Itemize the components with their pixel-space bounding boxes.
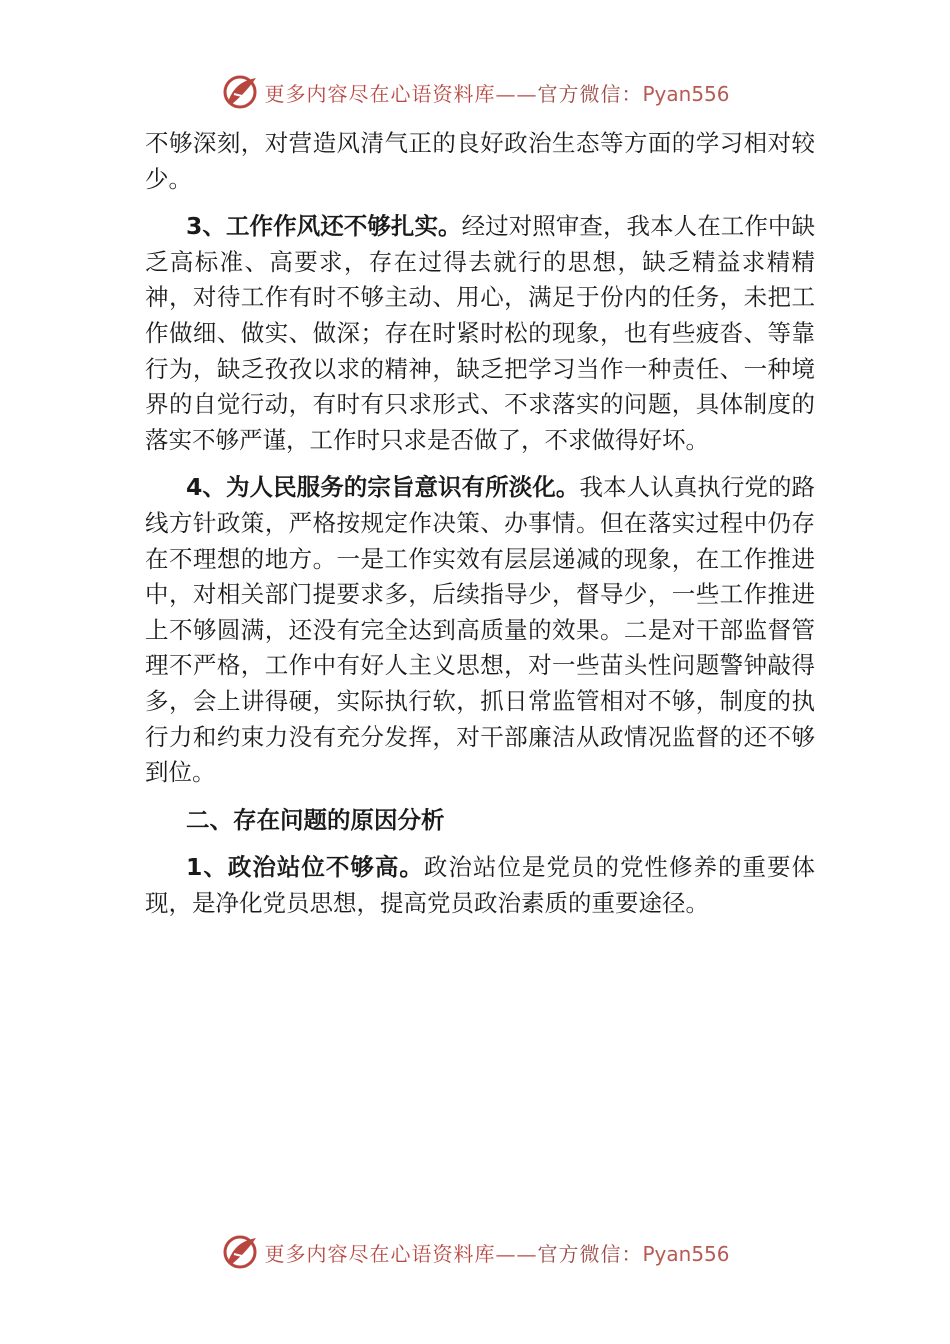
paragraph-4-heading: 1、政治站位不够高。	[186, 853, 424, 882]
paragraph-1: 不够深刻，对营造风清气正的良好政治生态等方面的学习相对较少。	[145, 129, 815, 193]
paragraph-2	[145, 209, 815, 458]
footer-wechat-id: Pyan556	[642, 1241, 730, 1266]
footer-wechat-label: 官方微信：	[537, 1241, 643, 1266]
paragraph-3	[145, 470, 815, 790]
paragraph-4-text: 政治站位是党员的党性修养的重要体现，是净化党员思想，提高党员政治素质的重要途径。	[145, 853, 816, 917]
header-separator: ——	[495, 81, 538, 106]
paragraph-3-text: 我本人认真执行党的路线方针政策，严格按规定作决策、办事情。但在落实过程中仍存在不理想的地方。一是工作实效有层层递减的现象，在工作推进中，对相关部门提要求多，后续指导少，督导少，一些工作推进上不够圆满，还没有完全达到高质量的效果。二是对干部监督管理不严格，工作中有好人主义思想，对一些苗头性问题警钟敲得多，会上讲得硬，实际执行软，抓日常监管相对不够，制度的执行力和约束力没有充分发挥，对干部廉洁从政情况监督的还不够到位。	[145, 473, 816, 787]
paragraph-2-text: 经过对照审查，我本人在工作中缺乏高标准、高要求，存在过得去就行的思想，缺乏精益求精精神，对待工作有时不够主动、用心，满足于份内的任务，未把工作做细、做实、做深；存在时紧时松的现象，也有些疲沓、等靠行为，缺乏孜孜以求的精神，缺乏把学习当作一种责任、一种境界的自觉行动，有时有只求形式、不求落实的问题，具体制度的落实不够严谨，工作时只求是否做了，不求做得好坏。	[145, 212, 815, 454]
paragraph-4	[145, 850, 815, 921]
footer-separator: ——	[495, 1241, 538, 1266]
footer-text	[264, 1238, 729, 1267]
section-heading: 二、存在问题的原因分析	[186, 805, 445, 834]
leaf-badge-icon	[220, 72, 260, 112]
header-wechat-id: Pyan556	[642, 81, 730, 106]
paragraph-3-heading: 4、为人民服务的宗旨意识有所淡化。	[186, 473, 580, 502]
leaf-badge-icon	[220, 1232, 260, 1272]
paragraph-2-heading: 3、工作作风还不够扎实。	[186, 212, 462, 241]
footer-banner	[0, 1230, 950, 1274]
header-wechat-label: 官方微信：	[537, 81, 643, 106]
document-body	[145, 126, 815, 933]
footer-site-name: 更多内容尽在心语资料库	[264, 1241, 496, 1266]
header-text	[264, 78, 729, 107]
header-banner	[0, 70, 950, 114]
header-site-name: 更多内容尽在心语资料库	[264, 81, 496, 106]
